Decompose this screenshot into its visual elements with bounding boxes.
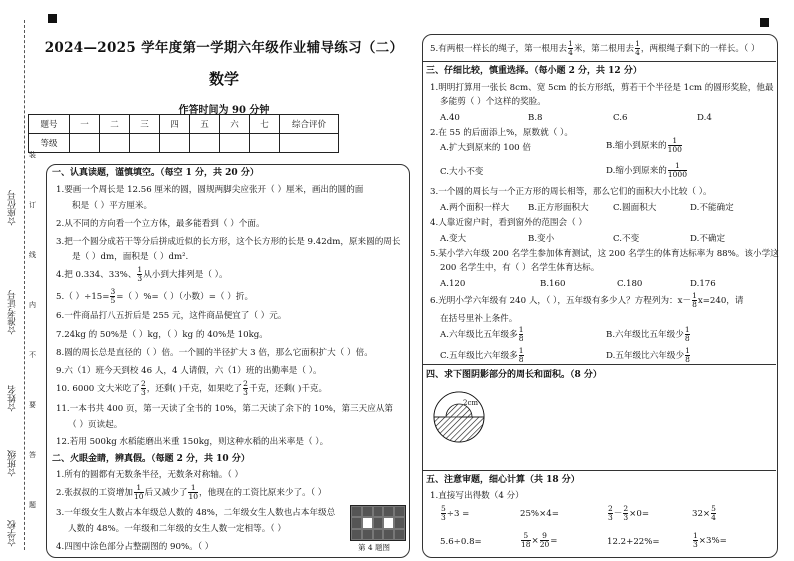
judge-5-a: 5.有两根一样长的绳子，第一根用去 — [430, 44, 568, 54]
question-4 — [56, 266, 228, 283]
judge-4: 4.四图中涂色部分占整副图的 90%。（ ） — [56, 542, 214, 552]
choice-1-option-a[interactable]: A.40 — [440, 113, 460, 123]
numerator: 2 — [140, 379, 146, 388]
binding-char: 题 — [29, 501, 36, 509]
binding-char: 内 — [29, 301, 36, 309]
table-cell[interactable] — [70, 134, 100, 153]
binding-school: ☆学校 — [8, 520, 18, 547]
option-text: D.缩小到原来的 — [606, 166, 667, 176]
denominator: 3 — [608, 513, 613, 522]
question-9: 9.六（1）班今天到校 46 人，4 人请假，六（1）班的出勤率是（ ）。 — [56, 366, 322, 376]
calc-text: × — [531, 536, 539, 546]
choice-5a: 5.某小学六年级 200 名学生参加体育测试，这 200 名学生的体育达标率为 88%。该小学这 — [430, 249, 779, 259]
denominator: 8 — [692, 300, 697, 309]
section-2-title: 二、火眼金睛，辨真假。（每题 2 分，共 10 分） — [52, 454, 250, 464]
choice-3-option-a[interactable]: A.两个面积一样大 — [440, 203, 510, 213]
choice-2-option-a[interactable]: A.扩大到原来的 100 倍 — [440, 143, 531, 153]
numerator: 1 — [684, 325, 690, 334]
table-cell[interactable] — [160, 134, 190, 153]
table-cell[interactable] — [250, 134, 280, 153]
exam-time: 作答时间为 90 分钟 — [178, 105, 270, 116]
table-cell[interactable] — [280, 134, 339, 153]
choice-3-option-d[interactable]: D.不能确定 — [690, 203, 734, 213]
calc-8 — [692, 532, 727, 549]
choice-6-option-a[interactable] — [440, 326, 524, 343]
numerator: 1 — [668, 162, 687, 171]
choice-6 — [430, 292, 744, 309]
judge-2-c: ，他现在的工资比原来少了。（ ） — [199, 488, 327, 498]
shaded-grid-figure — [350, 505, 406, 541]
question-1a: 1.要画一个周长是 12.56 厘米的圆，圆规两脚尖应张开（ ）厘米，画出的圆的面 — [56, 185, 364, 195]
numerator: 1 — [692, 291, 697, 300]
binding-exam-no: ☆准考证号 — [8, 290, 18, 335]
binding-char: 订 — [29, 201, 36, 209]
choice-4: 4.人靠近窗户时，看到窗外的范围会（ ） — [430, 218, 588, 228]
denominator: 4 — [711, 513, 716, 522]
table-cell[interactable] — [130, 134, 160, 153]
choice-2: 2.在 55 的后面添上%，原数就（ ）。 — [430, 128, 573, 138]
fraction — [685, 326, 690, 343]
numerator: 1 — [188, 484, 198, 493]
fraction — [441, 505, 446, 522]
denominator: 10 — [188, 492, 199, 501]
fraction — [711, 505, 716, 522]
fraction — [623, 505, 628, 522]
fraction — [685, 347, 690, 364]
fraction — [521, 532, 531, 549]
calc-text: ÷3 = — [446, 509, 470, 519]
table-cell: 七 — [250, 115, 280, 134]
denominator: 3 — [693, 540, 698, 549]
fraction — [693, 532, 698, 549]
fraction — [692, 292, 697, 309]
binding-char: 装 — [29, 151, 36, 159]
fraction — [635, 40, 640, 57]
choice-2-option-c[interactable]: C.大小不变 — [440, 167, 484, 177]
numerator: 2 — [608, 504, 613, 513]
binding-char: 要 — [29, 401, 36, 409]
numerator: 5 — [521, 532, 531, 541]
choice-1-option-b[interactable]: B.8 — [528, 113, 543, 123]
choice-6-text: 6.光明小学六年级有 240 人，（ ），五年级有多少人？方程列为：x－ — [430, 296, 692, 306]
fraction — [540, 532, 550, 549]
question-11b: （ ）页读起。 — [68, 420, 123, 430]
table-row — [29, 134, 339, 153]
section-4-title: 四、求下图阴影部分的周长和面积。（8 分） — [426, 370, 602, 380]
divider — [422, 61, 776, 62]
calc-5: 5.6÷0.8= — [440, 537, 482, 547]
choice-2-option-d[interactable] — [606, 162, 688, 179]
choice-4-option-b[interactable]: B.变小 — [528, 234, 555, 244]
table-cell: 三 — [130, 115, 160, 134]
fraction — [519, 347, 524, 364]
denominator: 3 — [243, 388, 248, 397]
choice-1-option-d[interactable]: D.4 — [697, 113, 712, 123]
table-cell: 综合评价 — [280, 115, 339, 134]
table-cell: 题号 — [29, 115, 70, 134]
numerator: 1 — [668, 137, 682, 146]
denominator: 3 — [623, 513, 629, 522]
numerator: 5 — [441, 504, 446, 513]
fraction — [134, 484, 144, 501]
judge-3a: 3.一年级女生人数占本年级总人数的 48%，二年级女生人数也占本年级总 — [56, 508, 336, 518]
table-cell: 一 — [70, 115, 100, 134]
judge-5-c: ，两根绳子剩下的一样长。（ ） — [640, 44, 760, 54]
denominator: 8 — [518, 334, 524, 343]
denominator: 3 — [137, 274, 143, 283]
judge-2 — [56, 484, 326, 501]
choice-1-option-c[interactable]: C.6 — [613, 113, 628, 123]
table-cell: 五 — [190, 115, 220, 134]
binding-char: 答 — [29, 451, 36, 459]
choice-6-text: x=240，请 — [697, 296, 744, 306]
denominator: 18 — [521, 540, 531, 549]
corner-mark — [48, 14, 57, 23]
divider — [422, 364, 776, 365]
fraction — [668, 162, 687, 179]
table-row — [29, 115, 339, 134]
question-8: 8.圆的周长总是直径的（ ）倍。一个圆的半径扩大 3 倍，那么它面积扩大（ ）倍。 — [56, 348, 373, 358]
numerator: 2 — [243, 379, 248, 388]
numerator: 1 — [685, 346, 690, 355]
denominator: 8 — [684, 334, 690, 343]
denominator: 3 — [140, 388, 146, 397]
question-3b: 是（ ）dm，面积是（ ）dm². — [72, 252, 189, 262]
numerator: 1 — [137, 265, 143, 274]
judge-1: 1.所有的圆都有无数条半径，无数条对称轴。（ ） — [56, 470, 244, 480]
calc-3 — [607, 505, 649, 522]
denominator: 10 — [133, 492, 144, 501]
question-5-pre: 5.（ ）÷15= — [56, 292, 110, 302]
table-cell: 六 — [220, 115, 250, 134]
numerator: 1 — [134, 484, 144, 493]
table-cell: 等级 — [29, 134, 70, 153]
choice-6c: 在括号里补上条件。 — [440, 314, 518, 324]
option-text: B.六年级比五年级少 — [606, 330, 684, 340]
calc-6 — [520, 532, 558, 549]
question-12: 12.若用 500kg 水稻能磨出米重 150kg，则这种水稻的出米率是（ ）。 — [56, 437, 329, 447]
choice-1b: 多能剪（ ）个这样的奖脸。 — [440, 97, 546, 107]
circle-radius-label: 2cm — [463, 399, 479, 407]
binding-char: 不 — [29, 351, 36, 359]
section-5-sub: 1.直接写出得数（4 分） — [430, 491, 524, 501]
choice-5-option-b[interactable]: B.160 — [540, 279, 566, 289]
numerator: 2 — [623, 504, 629, 513]
judge-5-b: 米，第二根用去 — [573, 44, 635, 54]
numerator: 9 — [540, 532, 550, 541]
choice-5-option-d[interactable]: D.176 — [690, 279, 716, 289]
fraction — [243, 380, 248, 397]
figure-4-caption: 第 4 题图 — [358, 543, 391, 552]
choice-3: 3.一个圆的周长与一个正方形的周长相等，那么它们的面积大小比较（ ）。 — [430, 187, 712, 197]
question-10-b: ，还剩( )千克，如果吃了 — [146, 384, 243, 394]
denominator: 8 — [518, 355, 524, 364]
question-3a: 3.把一个圆分成若干等分后拼成近似的长方形，这个长方形的长是 9.42dm，原来圆的周长 — [56, 237, 401, 247]
choice-6-option-c[interactable] — [440, 347, 525, 364]
binding-strip — [0, 0, 38, 561]
question-2: 2.从不同的方向看一个立方体，最多能看到（ ）个面。 — [56, 219, 265, 229]
denominator: 4 — [635, 48, 640, 57]
header — [40, 34, 408, 116]
page-title: 2024—2025 学年度第一学期六年级作业辅导练习（二） — [44, 40, 404, 56]
numerator: 1 — [518, 346, 524, 355]
choice-6-option-b[interactable] — [606, 326, 691, 343]
table-cell: 二 — [100, 115, 130, 134]
choice-2-option-b[interactable] — [606, 137, 683, 154]
fraction — [608, 505, 613, 522]
question-5 — [56, 288, 253, 305]
binding-name: ☆姓名 — [8, 385, 18, 412]
fraction — [141, 380, 146, 397]
table-cell[interactable] — [220, 134, 250, 153]
corner-mark — [760, 18, 769, 27]
denominator: 5 — [110, 296, 116, 305]
judge-2-b: 后又减少了 — [144, 488, 188, 498]
binding-char: 线 — [29, 251, 36, 259]
option-text: D.五年级比六年级少 — [606, 351, 685, 361]
binding-seat-no: ☆座位号 — [8, 190, 18, 226]
numerator: 1 — [518, 325, 524, 334]
question-10-c: 千克，还剩( )千克。 — [248, 384, 328, 394]
table-cell: 四 — [160, 115, 190, 134]
fraction — [110, 288, 115, 305]
fraction — [137, 266, 142, 283]
calc-text: － — [613, 509, 623, 519]
fraction — [188, 484, 198, 501]
section-3-title: 三、仔细比较，慎重选择。（每小题 2 分，共 12 分） — [426, 66, 642, 76]
choice-4-option-c[interactable]: C.不变 — [613, 234, 640, 244]
table-cell[interactable] — [100, 134, 130, 153]
table-cell[interactable] — [190, 134, 220, 153]
fraction — [668, 137, 682, 154]
question-4-pre: 4.把 0.334、33%、 — [56, 270, 137, 280]
denominator: 1000 — [667, 170, 687, 179]
judge-5 — [430, 40, 760, 57]
question-11a: 11.一本书共 400 页，第一天读了全书的 10%，第二天读了余下的 10%，第三天应从第 — [56, 404, 394, 414]
calc-4 — [692, 505, 717, 522]
question-4-post: 从小到大排列是（ ）。 — [143, 270, 228, 280]
fraction — [519, 326, 524, 343]
denominator: 8 — [685, 355, 690, 364]
binding-class: ☆班级 — [8, 450, 18, 477]
calc-1 — [440, 505, 469, 522]
choice-3-option-b[interactable]: B.正方形面积大 — [528, 203, 589, 213]
denominator: 3 — [441, 513, 446, 522]
calc-text: ×0= — [629, 509, 650, 519]
choice-5-option-c[interactable]: C.180 — [617, 279, 643, 289]
section-1-title: 一、认真读题，谨慎填空。（每空 1 分，共 20 分） — [52, 168, 259, 178]
numerator: 1 — [568, 39, 573, 48]
denominator: 4 — [568, 48, 573, 57]
fraction — [568, 40, 573, 57]
calc-text: = — [550, 536, 558, 546]
choice-6-option-d[interactable] — [606, 347, 691, 364]
numerator: 1 — [635, 39, 640, 48]
choice-5-option-a[interactable]: A.120 — [440, 279, 466, 289]
option-text: A.六年级比五年级多 — [440, 330, 518, 340]
calc-text: ×3%= — [698, 536, 727, 546]
calc-2: 25%×4= — [520, 509, 559, 519]
subject-title: 数学 — [208, 70, 239, 88]
numerator: 3 — [110, 287, 116, 296]
numerator: 1 — [693, 531, 698, 540]
choice-1a: 1.明明打算用一张长 8cm、宽 5cm 的长方形纸，剪若干个半径是 1cm 的圆形奖脸，他最 — [430, 83, 774, 93]
judge-3b: 人数的 48%。一年级和二年级的女生人数一定相等。（ ） — [68, 524, 286, 534]
denominator: 20 — [539, 540, 550, 549]
calc-7: 12.2+22%= — [607, 537, 660, 547]
choice-5b: 200 名学生中，有（ ）名学生体育达标。 — [440, 263, 600, 273]
choice-4-option-d[interactable]: D.不确定 — [690, 234, 726, 244]
question-1b: 积是（ ）平方厘米。 — [72, 201, 153, 211]
score-table — [28, 114, 339, 153]
question-6: 6.一件商品打八五折后是 255 元，这件商品便宜了（ ）元。 — [56, 311, 287, 321]
choice-4-option-a[interactable]: A.变大 — [440, 234, 467, 244]
calc-text: 32× — [692, 509, 711, 519]
denominator: 100 — [667, 145, 682, 154]
question-10 — [56, 380, 327, 397]
numerator: 5 — [711, 504, 716, 513]
question-5-post: =（ ）%=（ ）（小数）=（ ）折。 — [116, 292, 254, 302]
option-text: C.五年级比六年级多 — [440, 351, 518, 361]
option-text: B.缩小到原来的 — [606, 141, 667, 151]
section-5-title: 五、注意审题，细心计算（共 18 分） — [426, 475, 580, 485]
judge-2-a: 2.张叔叔的工资增加 — [56, 488, 133, 498]
question-10-a: 10. 6000 文大米吃了 — [56, 384, 140, 394]
binding-line — [24, 20, 25, 550]
divider — [422, 470, 776, 471]
choice-3-option-c[interactable]: C.圆面积大 — [613, 203, 657, 213]
question-7: 7.24kg 的 50%是（ ）kg，（ ）kg 的 40%是 10kg。 — [56, 330, 268, 340]
